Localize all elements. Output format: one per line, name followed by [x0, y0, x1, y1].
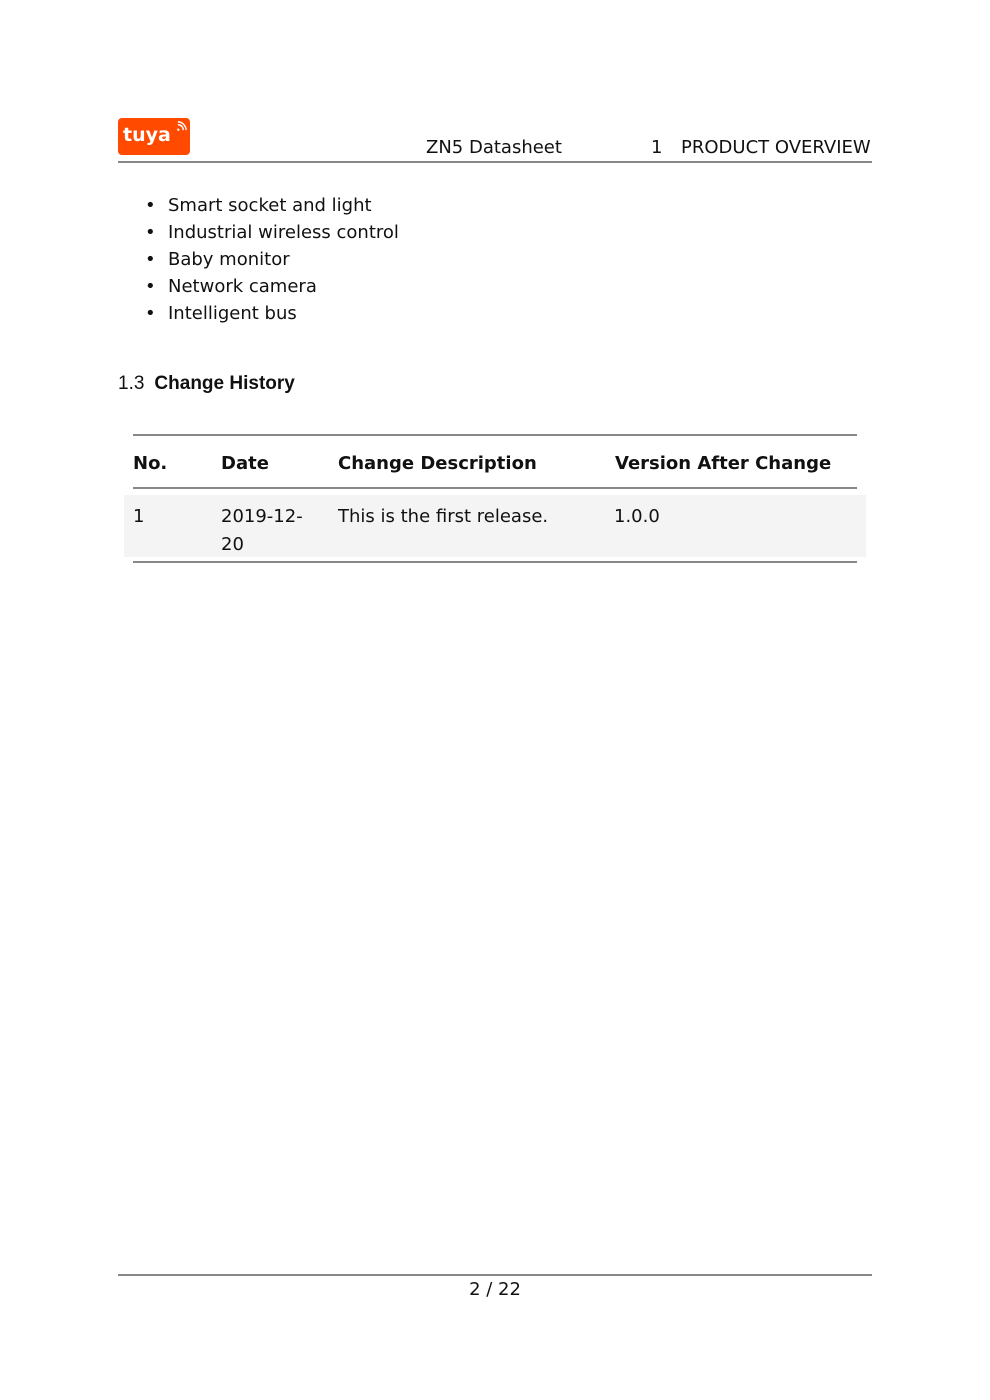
column-header-no: No. [133, 453, 168, 474]
list-item: • Baby monitor [140, 248, 399, 275]
cell-description: This is the first release. [338, 506, 549, 527]
heading-title: Change History [154, 373, 295, 394]
wifi-icon [176, 121, 187, 132]
list-item: • Smart socket and light [140, 194, 399, 221]
cell-date-line1: 2019-12- [221, 506, 303, 527]
cell-version: 1.0.0 [614, 506, 660, 527]
list-item: • Intelligent bus [140, 302, 399, 329]
list-item: • Network camera [140, 275, 399, 302]
heading-number: 1.3 [118, 373, 145, 394]
cell-no: 1 [133, 506, 145, 527]
document-title: ZN5 Datasheet [426, 137, 562, 158]
table-header-rule [133, 487, 857, 489]
column-header-date: Date [221, 453, 269, 474]
footer-rule [118, 1274, 872, 1276]
table-top-rule [133, 434, 857, 436]
column-header-description: Change Description [338, 453, 537, 474]
applications-list [140, 194, 399, 329]
page-number: 2 / 22 [469, 1279, 521, 1300]
tuya-logo [118, 118, 190, 155]
column-header-version: Version After Change [615, 453, 832, 474]
table-bottom-rule [133, 561, 857, 563]
section-title: PRODUCT OVERVIEW [681, 137, 871, 158]
section-heading [118, 373, 295, 395]
list-item: • Industrial wireless control [140, 221, 399, 248]
cell-date-line2: 20 [221, 534, 244, 555]
logo-text: tuya [123, 124, 171, 146]
header-rule [118, 161, 872, 163]
section-number: 1 [651, 137, 663, 158]
